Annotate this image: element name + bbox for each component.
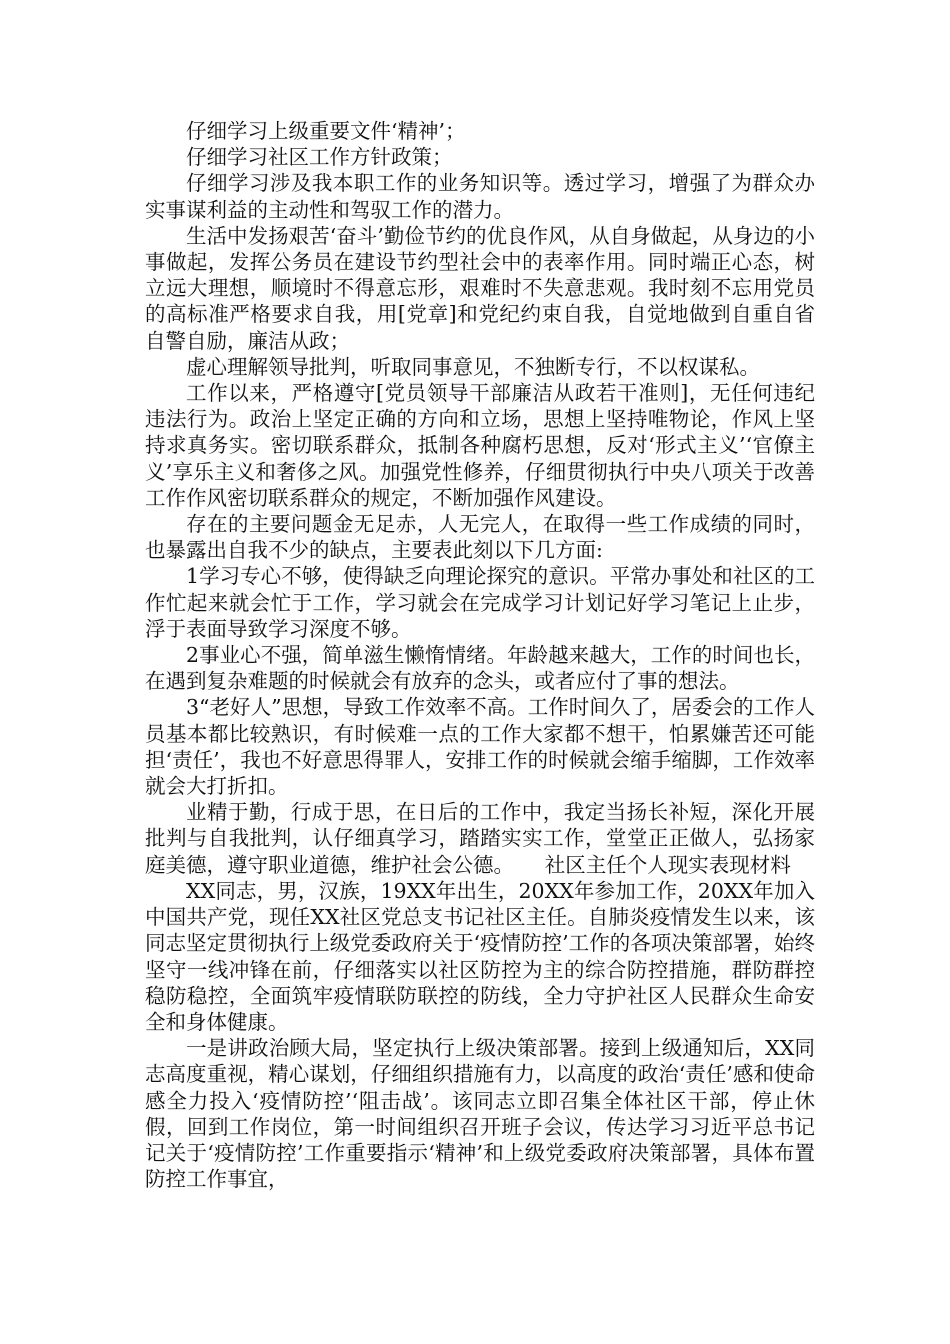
paragraph: 虚心理解领导批判，听取同事意见，不独断专行，不以权谋私。 <box>186 354 760 379</box>
paragraph: 仔细学习涉及我本职工作的业务知识等。透过学习，增强了为群众办实事谋利益的主动性和驾驭工作的潜力。 <box>145 171 815 222</box>
paragraph: 仔细学习上级重要文件‘精神’； <box>186 119 466 143</box>
paragraph: 存在的主要问题金无足赤，人无完人，在取得一些工作成绩的同时，也暴露出自我不少的缺点，主要表此刻以下几方面: <box>145 512 815 563</box>
paragraph: 工作以来，严格遵守[党员领导干部廉洁从政若干准则]，无任何违纪违法行为。政治上坚定正确的方向和立场，思想上坚持唯物论，作风上坚持求真务实。密切联系群众，抵制各种腐朽思想，反对‘形式主义’‘官僚主义’享乐主义和奢侈之风。加强党性修养，仔细贯彻执行中央八项关于改善工作作风密切联系群众的规定，不断加强作风建设。 <box>145 381 815 510</box>
document-body <box>145 118 815 1192</box>
paragraph: 3“老好人”思想，导致工作效率不高。工作时间久了，居委会的工作人员基本都比较熟识，有时候难一点的工作大家都不想干，怕累嫌苦还可能担‘责任’，我也不好意思得罪人，安排工作的时候就会缩手缩脚，工作效率就会大打折扣。 <box>145 695 815 799</box>
paragraph: 业精于勤，行成于思，在日后的工作中，我定当扬长补短，深化开展批判与自我批判，认仔细真学习，踏踏实实工作，堂堂正正做人，弘扬家庭美德，遵守职业道德，维护社会公德。 社区主任个人现实表现材料 <box>145 800 815 877</box>
paragraph: 仔细学习社区工作方针政策； <box>186 145 453 170</box>
paragraph: 1学习专心不够，使得缺乏向理论探究的意识。平常办事处和社区的工作忙起来就会忙于工作，学习就会在完成学习计划记好学习笔记上止步，浮于表面导致学习深度不够。 <box>145 564 815 641</box>
paragraph: 2事业心不强，简单滋生懒惰情绪。年龄越来越大，工作的时间也长，在遇到复杂难题的时候就会有放弃的念头，或者应付了事的想法。 <box>145 643 815 694</box>
paragraph: 生活中发扬艰苦‘奋斗’勤俭节约的优良作风，从自身做起，从身边的小事做起，发挥公务员在建设节约型社会中的表率作用。同时端正心态，树立远大理想，顺境时不得意忘形，艰难时不失意悲观。我时刻不忘用党员的高标准严格要求自我，用[党章]和党纪约束自我，自觉地做到自重自省自警自励，廉洁从政； <box>145 223 815 353</box>
paragraph: 一是讲政治顾大局，坚定执行上级决策部署。接到上级通知后，XX同志高度重视，精心谋划，仔细组织措施有力，以高度的政治‘责任’感和使命感全力投入‘疫情防控’‘阻击战’。该同志立即召集全体社区干部，停止休假，回到工作岗位，第一时间组织召开班子会议，传达学习习近平总书记记关于‘疫情防控’工作重要指示‘精神’和上级党委政府决策部署，具体布置防控工作事宜， <box>145 1036 815 1192</box>
paragraph: XX同志，男，汉族，19XX年出生，20XX年参加工作，20XX年加入中国共产党，现任XX社区党总支书记社区主任。自肺炎疫情发生以来，该同志坚定贯彻执行上级党委政府关于‘疫情防控’工作的各项决策部署，始终坚守一线冲锋在前，仔细落实以社区防控为主的综合防控措施，群防群控稳防稳控，全面筑牢疫情联防联控的防线，全力守护社区人民群众生命安全和身体健康。 <box>145 878 815 1034</box>
